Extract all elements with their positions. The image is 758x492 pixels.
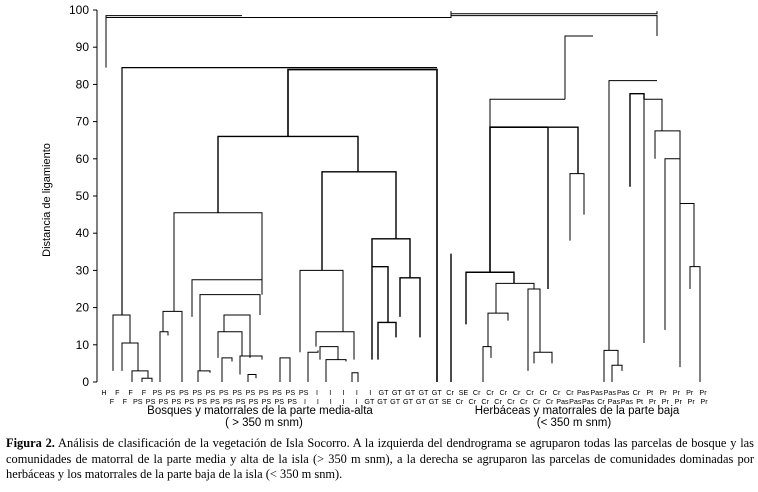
group-right-sublabel: (< 350 m snm) xyxy=(536,417,612,429)
dendrogram-link xyxy=(400,278,420,338)
dendrogram-link xyxy=(174,213,262,312)
leaf-label: Pr xyxy=(672,388,680,397)
leaf-label: PS xyxy=(192,388,202,397)
leaf-label: PS xyxy=(274,397,285,406)
leaf-label: Pas xyxy=(590,388,603,397)
dendrogram-link xyxy=(644,99,662,343)
leaf-label: I xyxy=(355,388,358,397)
leaf-label: PS xyxy=(184,397,195,406)
leaf-label: PS xyxy=(287,397,297,406)
leaf-label: GT xyxy=(391,388,402,397)
dendrogram-link xyxy=(451,16,657,36)
leaf-label: Cr xyxy=(455,397,464,406)
leaf-label: PS xyxy=(132,397,143,406)
y-tick-label: 90 xyxy=(75,40,89,55)
leaf-label: Cr xyxy=(486,388,494,397)
caption-text: Análisis de clasificación de la vegetación de Isla Socorro. A la izquierda del dendrograma se agruparon todas las parcelas de bosque y las comunidades de matorral de la parte media y alta de la isla (> 350 m snm), a la derecha se agruparon las parcelas de comunidades dominadas por herbáceas y los matorrales de la parte baja de la isla (< 350 m snm). xyxy=(6,436,754,481)
dendrogram-link xyxy=(548,127,578,289)
leaf-label: PS xyxy=(179,388,189,397)
leaf-label: PS xyxy=(171,397,182,406)
dendrogram-link xyxy=(308,350,318,382)
dendrogram-link xyxy=(655,131,680,204)
dendrogram-link xyxy=(466,272,514,324)
leaf-label: Pas xyxy=(569,397,582,406)
leaf-label: PS xyxy=(272,388,282,397)
leaf-label: I xyxy=(369,388,372,397)
dendrogram-link xyxy=(570,174,584,241)
leaf-label: Pr xyxy=(661,397,669,406)
dendrogram-link xyxy=(132,371,148,382)
leaf-labels-top xyxy=(101,388,707,397)
leaf-label: PS xyxy=(158,397,169,406)
leaf-label: Pas xyxy=(620,397,633,406)
dendrogram-link xyxy=(240,356,262,375)
leaf-label: GT xyxy=(428,397,439,406)
leaf-label: Pr xyxy=(648,397,657,406)
dendrogram-link xyxy=(372,267,388,360)
dendrogram-link xyxy=(224,315,250,358)
leaf-label: Cr xyxy=(494,397,502,406)
dendrogram-link xyxy=(488,313,508,346)
leaf-label: Cr xyxy=(507,397,515,406)
leaf-label: GT xyxy=(415,397,426,406)
dendrogram-link xyxy=(534,352,552,363)
leaf-label: Pas xyxy=(556,397,569,406)
leaf-label: PS xyxy=(245,388,256,397)
leaf-label: PS xyxy=(197,397,207,406)
leaf-label: Pr xyxy=(699,388,707,397)
leaf-label: Cr xyxy=(552,388,561,397)
leaf-label: I xyxy=(316,397,319,406)
dendrogram-link xyxy=(200,295,260,371)
dendrogram-link xyxy=(160,332,168,382)
dendrogram-link xyxy=(680,203,694,266)
y-tick-label: 40 xyxy=(75,226,89,241)
dendrogram-link xyxy=(604,350,618,382)
leaf-label: Pas xyxy=(581,397,595,406)
leaf-label: Cr xyxy=(526,388,534,397)
dendrogram-tree xyxy=(106,11,700,382)
y-tick-label: 50 xyxy=(75,189,89,203)
leaf-label: GT xyxy=(418,388,429,397)
leaf-label: Pt xyxy=(646,388,654,397)
dendrogram-link xyxy=(326,360,346,382)
leaf-label: I xyxy=(329,388,332,397)
y-tick-label: 30 xyxy=(75,263,89,278)
leaf-label: I xyxy=(355,397,358,406)
leaf-label: Pr xyxy=(674,397,682,406)
leaf-label: Cr xyxy=(632,388,641,397)
leaf-label: F xyxy=(122,397,128,406)
leaf-label: Cr xyxy=(472,388,481,397)
dendrogram-link xyxy=(322,172,396,271)
leaf-label: PS xyxy=(145,397,156,406)
dendrogram-link xyxy=(106,11,451,17)
leaf-label: I xyxy=(342,388,345,397)
dendrogram-link xyxy=(690,267,700,382)
caption-label: Figura 2. xyxy=(6,436,55,450)
leaf-label: PS xyxy=(235,397,246,406)
leaf-label: Pas xyxy=(577,388,590,397)
dendrogram-link xyxy=(280,358,290,382)
dendrogram-link xyxy=(218,136,358,212)
leaf-label: Pas xyxy=(603,388,617,397)
dendrogram-link xyxy=(372,239,410,278)
dendrogram-link xyxy=(352,373,358,382)
leaf-label: I xyxy=(329,397,332,406)
dendrogram-link xyxy=(122,343,138,371)
leaf-label: PS xyxy=(248,397,259,406)
leaf-label: Cr xyxy=(545,397,554,406)
dendrogram-link xyxy=(565,36,593,99)
y-tick-label: 100 xyxy=(68,3,89,17)
leaf-label: PS xyxy=(210,397,220,406)
leaf-label: GT xyxy=(403,397,413,406)
leaf-label: PS xyxy=(165,388,176,397)
leaf-label: GT xyxy=(377,397,388,406)
group-right-label: Herbáceas y matorrales de la parte baja xyxy=(474,405,680,417)
leaf-label: PS xyxy=(205,388,216,397)
y-tick-label: 0 xyxy=(82,375,89,389)
leaf-label: F xyxy=(115,388,120,397)
leaf-label: I xyxy=(342,397,345,406)
dendrogram-link xyxy=(665,159,680,367)
leaf-label: Pt xyxy=(636,397,644,406)
leaf-label: F xyxy=(141,388,147,397)
leaf-label: I xyxy=(315,388,318,397)
dendrogram-link xyxy=(222,358,232,382)
leaf-label: GT xyxy=(431,388,442,397)
dendrogram-link xyxy=(106,16,242,68)
figure-caption xyxy=(6,436,754,483)
leaf-label: PS xyxy=(258,388,269,397)
dendrogram-link xyxy=(609,81,657,351)
dendrogram-link xyxy=(142,378,152,382)
leaf-label: Cr xyxy=(512,388,521,397)
leaf-label: PS xyxy=(152,388,163,397)
leaf-label: Cr xyxy=(499,388,508,397)
dendrogram-link xyxy=(490,99,565,127)
y-tick-label: 60 xyxy=(75,151,89,166)
leaf-label: GT xyxy=(378,388,389,397)
dendrogram-link xyxy=(451,11,657,14)
y-axis-label: Distancia de ligamiento xyxy=(41,143,53,257)
leaf-label: GT xyxy=(390,397,401,406)
group-left-sublabel: ( > 350 m snm) xyxy=(225,417,303,429)
leaf-label: SE xyxy=(441,397,452,406)
dendrogram-link xyxy=(316,332,354,360)
dendrogram-link xyxy=(300,270,343,352)
dendrogram-link xyxy=(612,365,622,382)
dendrogram-link xyxy=(122,68,437,315)
leaf-label: PS xyxy=(223,397,233,406)
y-axis xyxy=(69,3,97,389)
leaf-label: Cr xyxy=(597,397,605,406)
leaf-label: PS xyxy=(298,388,309,397)
leaf-label: Cr xyxy=(446,388,454,397)
leaf-label: Cr xyxy=(532,397,541,406)
leaf-label: Cr xyxy=(566,388,574,397)
leaf-label: SE xyxy=(458,388,469,397)
dendrogram-link xyxy=(378,322,396,359)
leaf-label: Pas xyxy=(616,388,630,397)
leaf-label: GT xyxy=(364,397,375,406)
dendrogram-link xyxy=(630,94,644,187)
leaf-label: GT xyxy=(405,388,416,397)
y-tick-label: 80 xyxy=(75,77,89,92)
dendrogram-link xyxy=(288,70,437,137)
y-tick-label: 20 xyxy=(75,300,89,315)
y-tick-label: 70 xyxy=(75,114,89,129)
y-tick-label: 10 xyxy=(75,337,89,352)
leaf-label: F xyxy=(128,388,133,397)
dendrogram-link xyxy=(320,347,338,360)
leaf-label: Pr xyxy=(700,397,708,406)
leaf-label: Cr xyxy=(520,397,528,406)
leaf-label: Cr xyxy=(539,388,548,397)
dendrogram-link xyxy=(163,311,182,382)
leaf-label: Pr xyxy=(659,388,667,397)
leaf-label: PS xyxy=(285,388,296,397)
dendrogram-link xyxy=(218,332,242,358)
dendrogram-link xyxy=(198,371,210,382)
leaf-label: F xyxy=(109,397,115,406)
leaf-label: Pas xyxy=(607,397,621,406)
leaf-label: PS xyxy=(219,388,229,397)
dendrogram-link xyxy=(483,347,491,382)
leaf-label: I xyxy=(304,397,307,406)
dendrogram-link xyxy=(248,375,256,382)
leaf-label: H xyxy=(101,388,107,397)
leaf-label: Pr xyxy=(687,397,695,406)
leaf-label: PS xyxy=(261,397,272,406)
dendrogram-link xyxy=(192,280,262,317)
leaf-label: Cr xyxy=(468,397,477,406)
dendrogram-link xyxy=(490,127,548,272)
group-left-label: Bosques y matorrales de la parte media-alta xyxy=(147,405,373,417)
leaf-label: Pr xyxy=(686,388,694,397)
leaf-label: PS xyxy=(232,388,242,397)
leaf-label: Cr xyxy=(481,397,490,406)
